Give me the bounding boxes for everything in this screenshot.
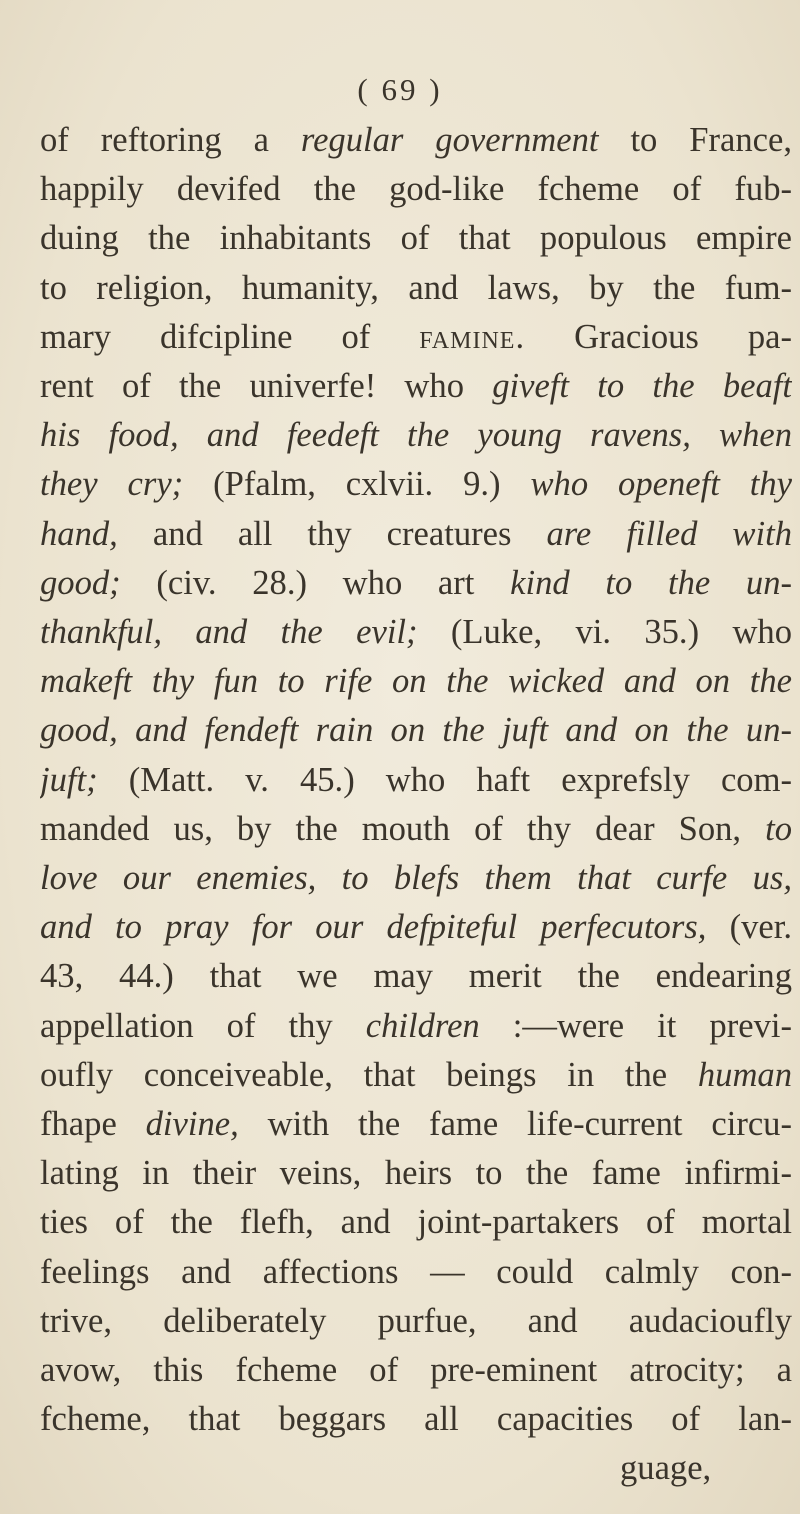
italic-text: his food, and feedeft the young ravens, when [40, 418, 792, 455]
italic-text: regular government [300, 123, 599, 159]
text-line [40, 959, 792, 1003]
text-line [40, 418, 792, 462]
italic-text: hand, [40, 516, 118, 553]
text-line [40, 812, 792, 856]
text-line [40, 763, 792, 807]
line-text: :—were it previ- [479, 1008, 792, 1045]
text-line [40, 172, 792, 216]
text-line [620, 1451, 790, 1495]
line-text: and all thy creatures [117, 516, 547, 553]
line-text: 43, 44.) that we may merit the endearing [40, 959, 792, 996]
line-text: feelings and affections — could calmly con- [40, 1254, 792, 1291]
line-text: avow, this fcheme of pre-eminent atrocity; a [40, 1353, 792, 1389]
line-text: guage, [620, 1451, 712, 1488]
line-text: fcheme, that beggars all capacities of lan- [40, 1402, 792, 1439]
line-text: of reftoring a [40, 123, 301, 159]
line-text: lating in their veins, heirs to the fame infirmi- [40, 1156, 792, 1193]
line-text: appellation of thy [40, 1008, 366, 1045]
text-line [40, 221, 792, 265]
text-line [40, 271, 792, 315]
text-line [40, 467, 792, 511]
text-line [40, 517, 792, 561]
text-line [40, 1255, 792, 1299]
italic-text: makeft thy fun to rife on the wicked and on the [40, 664, 792, 701]
text-line [40, 320, 792, 364]
italic-text: thankful, and the evil; [40, 615, 418, 651]
small-caps-text: famine. [419, 319, 526, 356]
text-line [40, 1156, 792, 1200]
text-line [40, 566, 792, 610]
line-text: duing the inhabitants of that populous empire [40, 221, 792, 258]
line-text: fhape [40, 1107, 146, 1143]
page-number-header: ( 69 ) [357, 72, 443, 107]
text-line [40, 1353, 792, 1397]
text-line [40, 1107, 792, 1151]
text-line [40, 713, 792, 757]
line-text: (Pfalm, cxlvii. 9.) [183, 467, 531, 504]
line-text: with the fame life-current circu- [238, 1107, 792, 1143]
italic-text: they cry; [40, 467, 184, 504]
line-text: manded us, by the mouth of thy dear Son, [40, 811, 766, 848]
text-line [40, 1009, 792, 1053]
line-text: (Matt. v. 45.) who haft exprefsly com- [97, 762, 792, 799]
line-text: Gracious pa- [525, 319, 792, 356]
italic-text: to [765, 811, 792, 848]
italic-text: children [365, 1008, 480, 1045]
text-line [40, 1205, 792, 1249]
text-line [40, 369, 792, 413]
line-text: trive, deliberately purfue, and audacioufly [40, 1303, 792, 1340]
italic-text: who openeft thy [530, 467, 792, 504]
line-text: to France, [598, 123, 792, 159]
italic-text: human [697, 1057, 792, 1094]
line-text: (Luke, vi. 35.) who [417, 615, 792, 651]
text-line [40, 861, 792, 905]
italic-text: good, and fendeft rain on the juft and on the un- [40, 713, 792, 750]
italic-text: juft; [40, 762, 98, 799]
line-text: oufly conceiveable, that beings in the [40, 1057, 698, 1094]
line-text: (civ. 28.) who art [120, 565, 511, 602]
text-line [40, 1402, 792, 1446]
italic-text: and to pray for our defpiteful perfecutors, [40, 910, 707, 947]
italic-text: kind to the un- [510, 565, 792, 602]
line-text: (ver. [706, 910, 792, 947]
line-text: rent of the univerfe! who [40, 369, 493, 405]
text-line [40, 1058, 792, 1102]
line-text: mary difcipline of [40, 319, 420, 356]
text-line [40, 1304, 792, 1348]
italic-text: divine, [145, 1107, 239, 1143]
italic-text: giveft to the beaft [492, 369, 792, 405]
text-line [40, 615, 792, 659]
italic-text: are filled with [546, 516, 792, 553]
text-line [40, 910, 792, 954]
line-text: ties of the flefh, and joint-partakers of mortal [40, 1205, 792, 1242]
line-text: happily devifed the god-like fcheme of fub- [40, 172, 792, 209]
italic-text: good; [40, 565, 121, 602]
line-text: to religion, humanity, and laws, by the fum- [40, 270, 792, 307]
text-line [40, 664, 792, 708]
italic-text: love our enemies, to blefs them that curfe us, [40, 861, 792, 897]
text-line [40, 123, 792, 167]
